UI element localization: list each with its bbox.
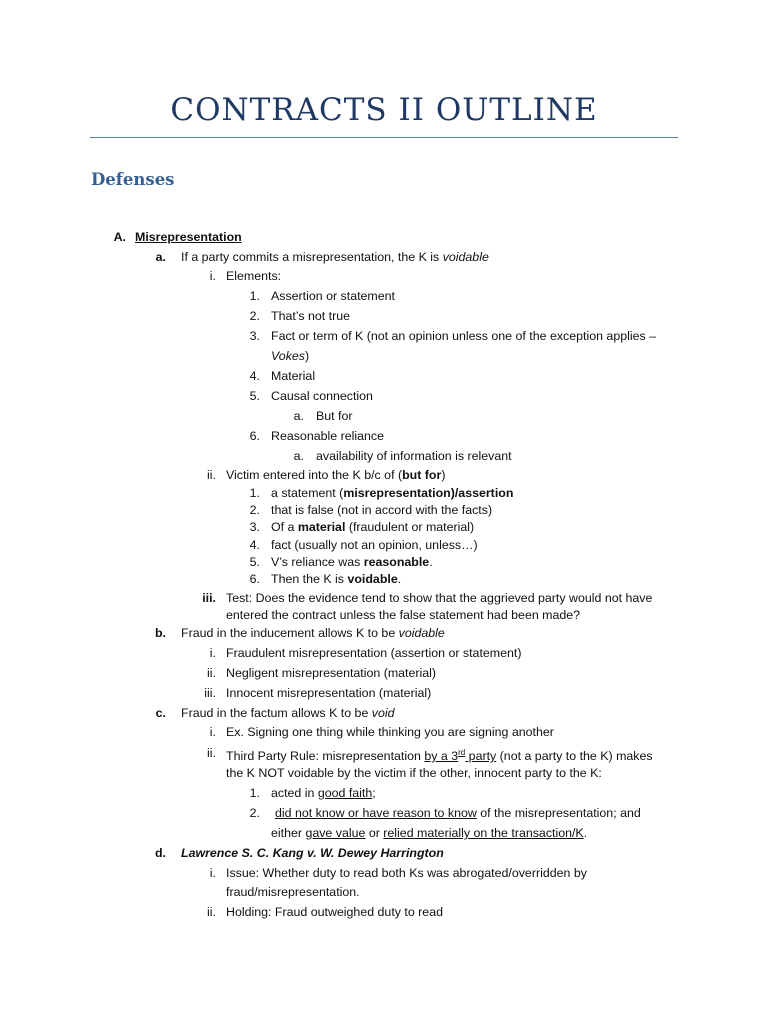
list-text: That’s not true bbox=[271, 309, 350, 323]
case-name: Lawrence S. C. Kang v. W. Dewey Harrington bbox=[181, 846, 444, 860]
outline-text: Holding: Fraud outweighed duty to read bbox=[226, 905, 443, 919]
list-text: did not know or have reason to know of the misrepresentation; and bbox=[275, 806, 641, 820]
list-text: Fact or term of K (not an opinion unless one of the exception applies – bbox=[271, 329, 657, 343]
list-text: that is false (not in accord with the facts) bbox=[271, 503, 493, 517]
list-marker: 1. bbox=[249, 786, 260, 800]
outline-text: Elements: bbox=[226, 269, 282, 283]
list-text: acted in good faith; bbox=[271, 786, 376, 800]
list-text: Material bbox=[271, 369, 316, 383]
outline-marker: ii. bbox=[207, 905, 216, 919]
outline-marker: A. bbox=[113, 230, 126, 244]
list-marker: a. bbox=[293, 449, 304, 463]
section-heading: Defenses bbox=[91, 170, 175, 189]
list-marker: a. bbox=[293, 409, 304, 423]
list-marker: ii. bbox=[207, 666, 216, 680]
list-text: fact (usually not an opinion, unless…) bbox=[271, 538, 478, 552]
list-text: Fraudulent misrepresentation (assertion or statement) bbox=[226, 646, 522, 660]
list-text: V’s reliance was reasonable. bbox=[271, 555, 433, 569]
list-marker: 6. bbox=[249, 429, 260, 443]
list-marker: 3. bbox=[249, 520, 260, 534]
list-marker: 4. bbox=[249, 369, 260, 383]
outline-marker: a. bbox=[155, 250, 166, 264]
list-marker: 3. bbox=[249, 329, 260, 343]
outline-text: Issue: Whether duty to read both Ks was abrogated/overridden by bbox=[226, 866, 587, 880]
list-marker: 6. bbox=[249, 572, 260, 586]
outline-heading: Misrepresentation bbox=[135, 230, 242, 244]
list-text: But for bbox=[316, 409, 353, 423]
outline-text: Ex. Signing one thing while thinking you are signing another bbox=[226, 725, 554, 739]
list-text: Reasonable reliance bbox=[271, 429, 384, 443]
outline-text: Test: Does the evidence tend to show that the aggrieved party would not have bbox=[226, 591, 653, 605]
list-text: Negligent misrepresentation (material) bbox=[226, 666, 437, 680]
list-marker: 2. bbox=[249, 806, 260, 820]
list-marker: 1. bbox=[249, 486, 260, 500]
list-marker: 5. bbox=[249, 389, 260, 403]
list-marker: 2. bbox=[249, 503, 260, 517]
outline-text-continued: fraud/misrepresentation. bbox=[226, 885, 360, 899]
list-text: Causal connection bbox=[271, 389, 373, 403]
outline-text: Victim entered into the K b/c of (but for) bbox=[226, 468, 446, 482]
outline-text: Third Party Rule: misrepresentation by a 3rd party (not a party to the K) makes bbox=[226, 748, 653, 764]
list-text: Of a material (fraudulent or material) bbox=[271, 520, 475, 534]
title-rule bbox=[90, 137, 678, 138]
outline-marker: i. bbox=[209, 725, 216, 739]
outline-marker: b. bbox=[154, 626, 166, 640]
outline-text-continued: the K NOT voidable by the victim if the other, innocent party to the K: bbox=[226, 766, 602, 780]
outline-marker: ii. bbox=[207, 746, 216, 760]
document-title: CONTRACTS II OUTLINE bbox=[170, 92, 598, 128]
outline-text: Fraud in the inducement allows K to be voidable bbox=[181, 626, 445, 640]
outline-marker: iii. bbox=[202, 591, 216, 605]
outline-marker: ii. bbox=[207, 468, 216, 482]
outline-text: If a party commits a misrepresentation, the K is voidable bbox=[181, 250, 489, 264]
list-text-continued: either gave value or relied materially on the transaction/K. bbox=[271, 826, 588, 840]
outline-marker: i. bbox=[209, 866, 216, 880]
list-text: Then the K is voidable. bbox=[271, 572, 402, 586]
outline-marker: c. bbox=[155, 706, 166, 720]
list-marker: i. bbox=[209, 646, 216, 660]
list-marker: 1. bbox=[249, 289, 260, 303]
list-marker: 2. bbox=[249, 309, 260, 323]
list-marker: 5. bbox=[249, 555, 260, 569]
outline-text: Fraud in the factum allows K to be void bbox=[181, 706, 395, 720]
list-text: Innocent misrepresentation (material) bbox=[226, 686, 432, 700]
list-text: a statement (misrepresentation)/assertion bbox=[271, 486, 514, 500]
list-text: Assertion or statement bbox=[271, 289, 395, 303]
list-text-continued: Vokes) bbox=[271, 349, 310, 363]
list-text: availability of information is relevant bbox=[316, 449, 512, 463]
outline-marker: d. bbox=[154, 846, 166, 860]
outline-marker: i. bbox=[209, 269, 216, 283]
list-marker: 4. bbox=[249, 538, 260, 552]
list-marker: iii. bbox=[204, 686, 216, 700]
outline-text-continued: entered the contract unless the false statement had been made? bbox=[226, 608, 581, 622]
